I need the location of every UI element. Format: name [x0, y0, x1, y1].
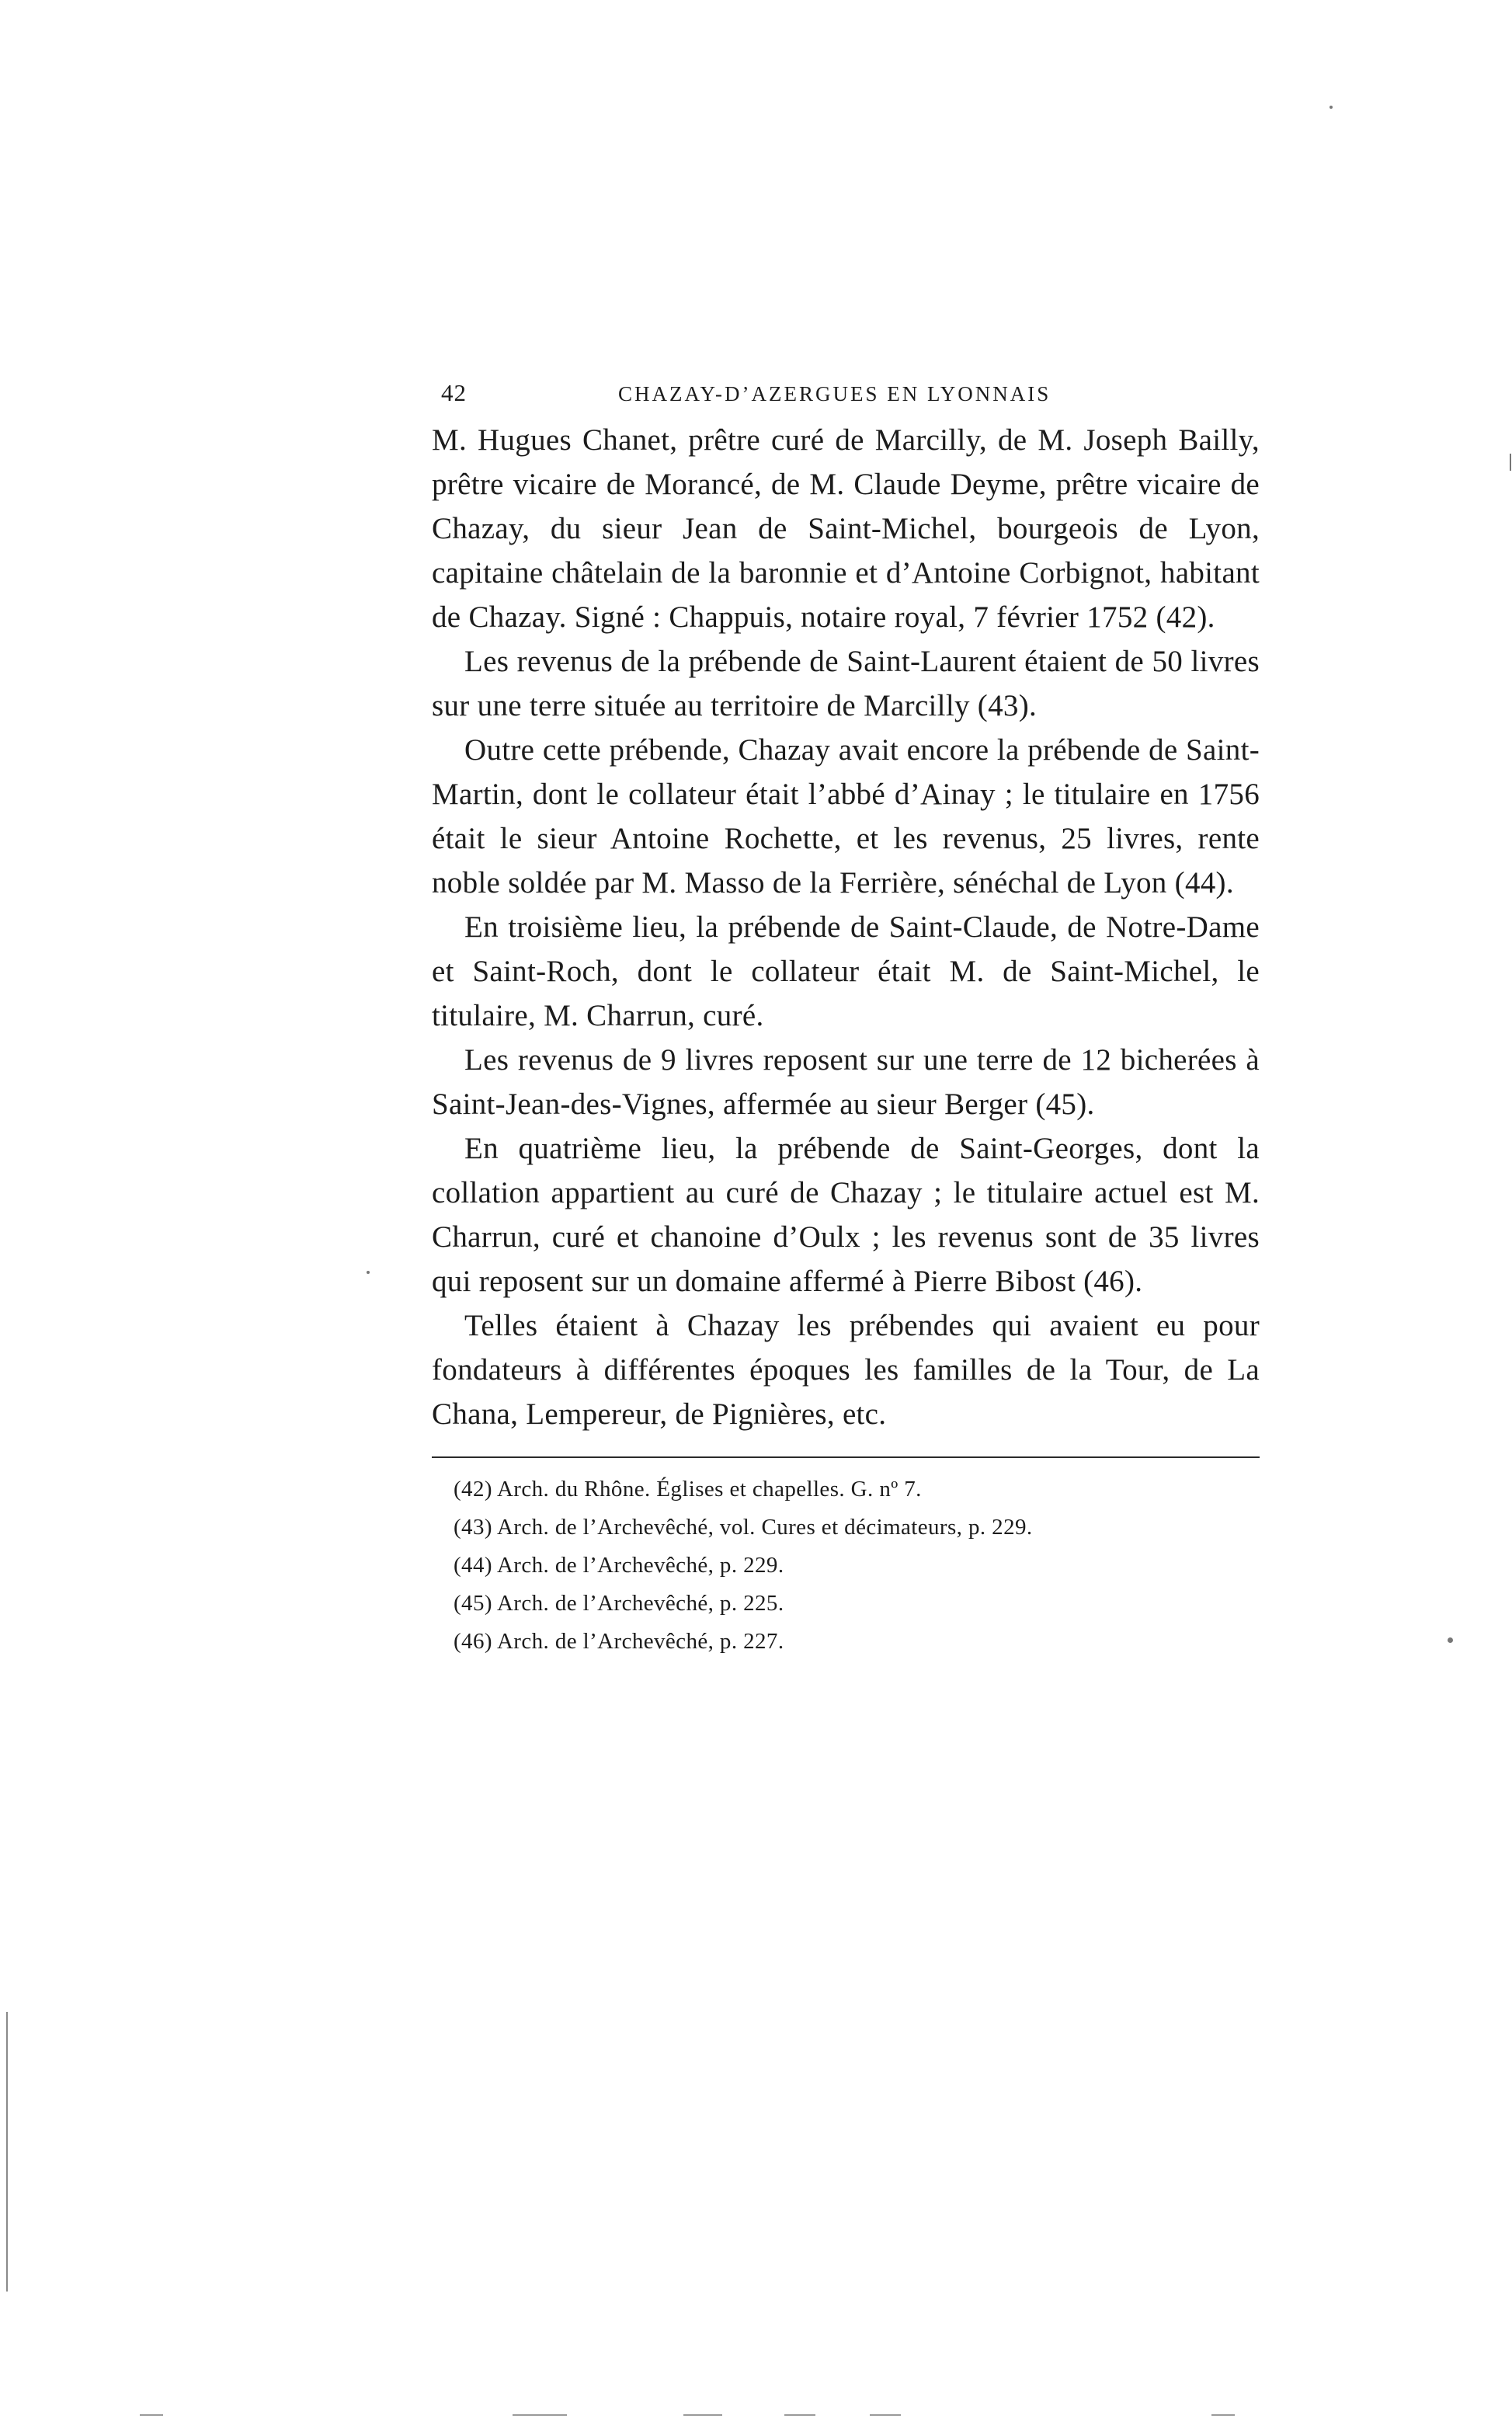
scan-bottom-mark — [870, 2414, 901, 2416]
footnote: (42) Arch. du Rhône. Églises et chapelles. G. nº 7. — [454, 1477, 922, 1502]
paragraph: M. Hugues Chanet, prêtre curé de Marcilly, de M. Joseph Bailly, prêtre vicaire de Morancé, de M. Claude Deyme, prêtre vicaire de Chazay, du sieur Jean de Saint-Michel, bourgeois de Lyon, capitaine châtelain de la baronnie et d’Antoine Corbignot, habitant de Chazay. Signé : Chappuis, notaire royal, 7 février 1752 (42). — [432, 423, 1260, 634]
footnote: (43) Arch. de l’Archevêché, vol. Cures et décimateurs, p. 229. — [454, 1515, 1033, 1540]
scan-speck — [1330, 106, 1333, 109]
footnote-divider — [432, 1456, 1260, 1458]
body-text — [432, 418, 1260, 1436]
scan-bottom-mark — [784, 2414, 815, 2416]
paragraph: En troisième lieu, la prébende de Saint-Claude, de Notre-Dame et Saint-Roch, dont le collateur était M. de Saint-Michel, le titulaire, M. Charrun, curé. — [432, 910, 1260, 1032]
footnote: (44) Arch. de l’Archevêché, p. 229. — [454, 1553, 784, 1578]
scan-speck — [1510, 454, 1511, 471]
scan-bottom-mark — [513, 2414, 567, 2416]
scan-margin-line — [6, 2012, 8, 2292]
paragraph: Les revenus de la prébende de Saint-Laurent étaient de 50 livres sur une terre située au territoire de Marcilly (43). — [432, 645, 1260, 722]
book-page — [432, 371, 1260, 1661]
running-head: CHAZAY-D’AZERGUES EN LYONNAIS — [618, 382, 1051, 405]
scan-speck — [367, 1271, 370, 1274]
scan-speck — [1448, 1637, 1453, 1643]
scan-bottom-mark — [1211, 2414, 1235, 2416]
footnote: (46) Arch. de l’Archevêché, p. 227. — [454, 1629, 784, 1654]
page-header — [432, 371, 1260, 418]
paragraph: Outre cette prébende, Chazay avait encore la prébende de Saint-Martin, dont le collateur était l’abbé d’Ainay ; le titulaire en 1756 était le sieur Antoine Rochette, et les revenus, 25 livres, rente noble soldée par M. Masso de la Ferrière, sénéchal de Lyon (44). — [432, 733, 1260, 900]
paragraph: En quatrième lieu, la prébende de Saint-Georges, dont la collation appartient au curé de Chazay ; le titulaire actuel est M. Charrun, curé et chanoine d’Oulx ; les revenus sont de 35 livres qui reposent sur un domaine affermé à Pierre Bibost (46). — [432, 1132, 1260, 1298]
footnote: (45) Arch. de l’Archevêché, p. 225. — [454, 1591, 784, 1616]
scan-bottom-mark — [683, 2414, 722, 2416]
paragraph: Les revenus de 9 livres reposent sur une terre de 12 bicherées à Saint-Jean-des-Vignes, affermée au sieur Berger (45). — [432, 1043, 1260, 1121]
scan-bottom-mark — [140, 2414, 163, 2416]
page-number: 42 — [441, 379, 467, 406]
paragraph: Telles étaient à Chazay les prébendes qui avaient eu pour fondateurs à différentes époques les familles de la Tour, de La Chana, Lempereur, de Pignières, etc. — [432, 1309, 1260, 1431]
footnotes — [454, 1470, 1260, 1661]
